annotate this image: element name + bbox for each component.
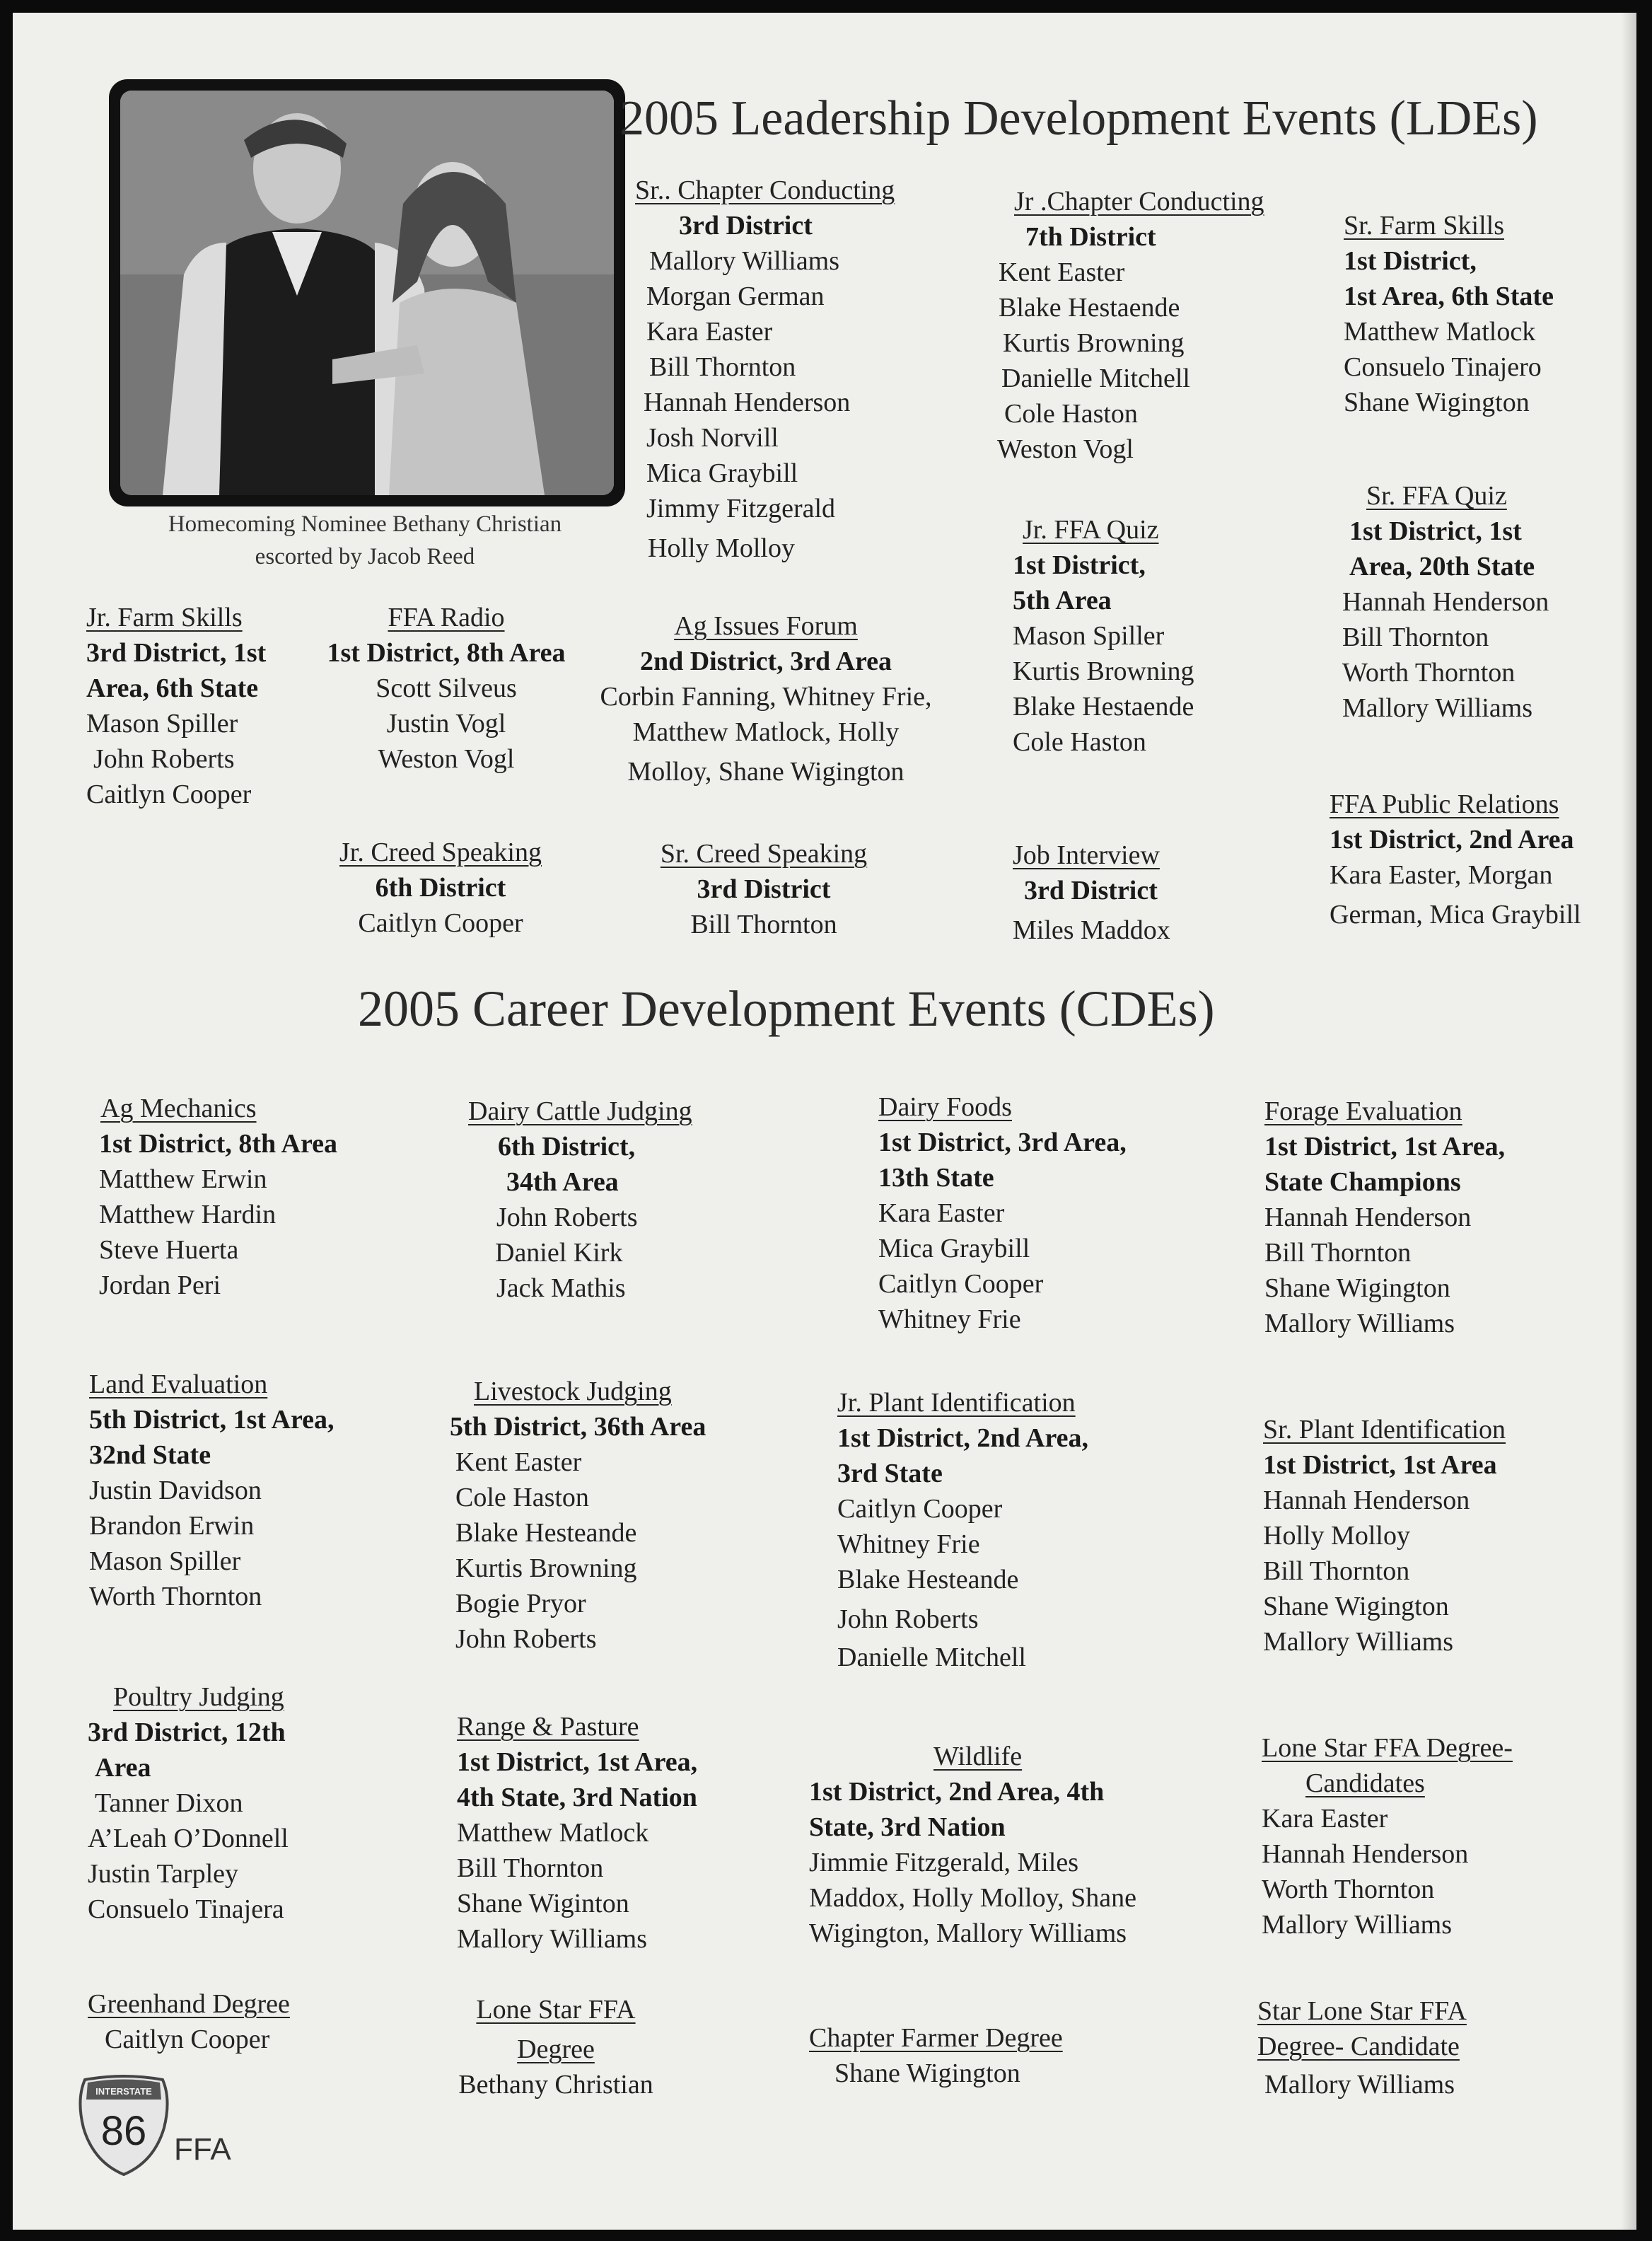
member: Bethany Christian	[458, 2070, 653, 2100]
event-placing: 32nd State	[89, 1440, 211, 1470]
event-placing: 1st District, 1st	[1349, 516, 1522, 546]
member: Shane Wigington	[1263, 1592, 1449, 1621]
event-heading: Jr. Creed Speaking	[339, 838, 542, 867]
event-placing: 1st District, 8th Area	[327, 638, 566, 668]
lde-sr-chapter-conducting	[635, 173, 895, 566]
event-placing: 6th District	[375, 873, 506, 903]
member: Bill Thornton	[690, 910, 837, 939]
event-heading: Poultry Judging	[113, 1682, 284, 1712]
event-heading: Sr. Farm Skills	[1344, 211, 1504, 241]
member: Danielle Mitchell	[837, 1643, 1026, 1672]
event-heading: Land Evaluation	[89, 1370, 268, 1399]
event-placing: State Champions	[1264, 1167, 1461, 1197]
member: Tanner Dixon	[95, 1788, 243, 1818]
event-heading-line-2: Candidates	[1305, 1768, 1425, 1798]
interstate-86-shield-logo	[78, 2071, 170, 2181]
event-placing: 3rd District	[679, 211, 813, 241]
member: Mallory Williams	[1263, 1627, 1454, 1657]
cde-greenhand-degree	[88, 1986, 290, 2057]
member: Steve Huerta	[99, 1235, 239, 1265]
member: Justin Davidson	[89, 1476, 262, 1505]
event-placing: 4th State, 3rd Nation	[457, 1783, 697, 1812]
event-placing: 5th District, 36th Area	[450, 1412, 706, 1442]
event-heading: Dairy Cattle Judging	[468, 1096, 692, 1126]
event-heading: Star Lone Star FFA	[1257, 1996, 1467, 2026]
cde-ag-mechanics	[99, 1091, 337, 1303]
member: Justin Tarpley	[88, 1859, 239, 1889]
lde-jr-farm-skills	[86, 600, 266, 812]
cde-livestock-judging	[450, 1374, 706, 1657]
cde-star-lone-star-candidate	[1257, 1993, 1467, 2102]
member: Kurtis Browning	[455, 1553, 637, 1583]
member: Bogie Pryor	[455, 1589, 586, 1618]
member: Weston Vogl	[378, 744, 515, 774]
member: Hannah Henderson	[1262, 1839, 1469, 1869]
member: Blake Hesteande	[455, 1518, 637, 1548]
member: Miles Maddox	[1013, 915, 1170, 945]
shield-icon	[78, 2071, 170, 2177]
event-placing: 1st District, 2nd Area, 4th	[809, 1777, 1105, 1807]
logo-top-text: INTERSTATE	[95, 2086, 152, 2097]
event-placing: 1st District, 3rd Area,	[878, 1128, 1127, 1157]
member: Consuelo Tinajero	[1344, 352, 1542, 382]
member: Blake Hestaende	[1013, 692, 1194, 722]
member: Consuelo Tinajera	[88, 1894, 284, 1924]
member: Weston Vogl	[997, 434, 1134, 464]
event-heading: Ag Issues Forum	[674, 611, 858, 641]
event-placing: 1st District, 8th Area	[99, 1129, 338, 1159]
event-placing: 13th State	[878, 1163, 994, 1193]
cde-chapter-farmer-degree	[809, 2020, 1063, 2091]
cde-land-evaluation	[89, 1367, 335, 1614]
member: Bill Thornton	[457, 1853, 604, 1883]
event-heading: Livestock Judging	[474, 1377, 672, 1406]
member: Matthew Matlock, Holly	[632, 717, 900, 747]
photo-people-silhouette	[120, 91, 614, 495]
member: Caitlyn Cooper	[86, 780, 252, 809]
member: Mason Spiller	[89, 1546, 241, 1576]
event-heading: Greenhand Degree	[88, 1989, 290, 2019]
member: Mason Spiller	[1013, 621, 1165, 651]
event-heading: FFA Radio	[388, 603, 505, 632]
lde-sr-creed-speaking	[636, 836, 891, 942]
event-heading: Chapter Farmer Degree	[809, 2023, 1063, 2053]
lde-ffa-radio	[308, 600, 584, 777]
lde-job-interview	[1013, 838, 1170, 948]
cde-wildlife	[809, 1739, 1136, 1951]
member: Worth Thornton	[1342, 658, 1516, 688]
member: Mallory Williams	[1264, 2070, 1455, 2100]
member: Wigington, Mallory Williams	[809, 1918, 1127, 1948]
member: Kara Easter	[1262, 1804, 1388, 1834]
event-heading: Sr. FFA Quiz	[1366, 481, 1507, 511]
member: Kent Easter	[999, 257, 1125, 287]
member: Kara Easter	[646, 317, 773, 347]
event-placing: Area	[95, 1753, 151, 1783]
cde-forage-evaluation	[1264, 1094, 1505, 1341]
event-placing: 1st District, 2nd Area,	[837, 1423, 1088, 1453]
event-placing: 34th Area	[506, 1167, 619, 1197]
event-placing: 1st District, 1st Area	[1263, 1450, 1497, 1480]
member: Maddox, Holly Molloy, Shane	[809, 1883, 1137, 1913]
lde-ffa-public-relations	[1330, 787, 1581, 932]
event-placing: 1st District,	[1013, 550, 1146, 580]
member: Whitney Frie	[878, 1304, 1021, 1334]
event-heading: Dairy Foods	[878, 1092, 1012, 1122]
member: Kurtis Browning	[1003, 328, 1185, 358]
event-heading: Jr. Farm Skills	[86, 603, 243, 632]
photo-caption	[96, 508, 634, 573]
member: Danielle Mitchell	[1001, 364, 1190, 393]
event-heading: Forage Evaluation	[1264, 1096, 1462, 1126]
member: Cole Haston	[455, 1483, 589, 1512]
member: Kara Easter	[878, 1198, 1005, 1228]
member: Caitlyn Cooper	[105, 2025, 270, 2054]
homecoming-photo	[109, 79, 625, 506]
lde-ag-issues-forum	[571, 608, 960, 789]
event-placing: 1st District,	[1344, 246, 1477, 276]
member: Cole Haston	[1004, 399, 1138, 429]
member: Jack Mathis	[496, 1273, 626, 1303]
member: John Roberts	[837, 1604, 979, 1634]
lde-title: 2005 Leadership Development Events (LDEs)	[620, 91, 1538, 146]
cde-poultry-judging	[88, 1679, 289, 1927]
lde-jr-ffa-quiz	[1013, 512, 1194, 760]
member: Blake Hestaende	[999, 293, 1180, 323]
cde-lone-star-degree-candidates	[1262, 1730, 1513, 1942]
member: Hannah Henderson	[1263, 1486, 1470, 1515]
member: Morgan German	[646, 282, 825, 311]
event-placing: State, 3rd Nation	[809, 1812, 1006, 1842]
event-heading: Sr.. Chapter Conducting	[635, 175, 895, 205]
event-placing: 3rd District, 12th	[88, 1718, 286, 1747]
event-heading: Sr. Plant Identification	[1263, 1415, 1506, 1444]
member: Caitlyn Cooper	[837, 1494, 1003, 1524]
event-heading: Job Interview	[1013, 840, 1160, 870]
member: Jordan Peri	[99, 1270, 221, 1300]
event-placing: 1st Area, 6th State	[1344, 282, 1554, 311]
event-heading: Lone Star FFA	[476, 1995, 636, 2025]
event-placing: 1st District, 1st Area,	[457, 1747, 698, 1777]
member: Shane Wiginton	[457, 1889, 629, 1918]
event-heading: Jr. FFA Quiz	[1023, 515, 1159, 545]
lde-jr-chapter-conducting	[997, 184, 1264, 467]
member: John Roberts	[455, 1624, 597, 1654]
member: Shane Wigington	[1264, 1273, 1450, 1303]
cde-range-pasture	[457, 1709, 697, 1957]
member: Holly Molloy	[1263, 1521, 1410, 1551]
member: Mica Graybill	[646, 458, 798, 488]
member: Bill Thornton	[1263, 1556, 1410, 1586]
logo-number: 86	[100, 2108, 147, 2154]
member: Hannah Henderson	[1264, 1203, 1472, 1232]
cde-lone-star-ffa-degree	[436, 1992, 676, 2102]
member: Kara Easter, Morgan	[1330, 860, 1553, 890]
member: Blake Hesteande	[837, 1565, 1019, 1594]
member: John Roberts	[93, 744, 235, 774]
member: Bill Thornton	[649, 352, 796, 382]
event-placing: Area, 6th State	[86, 673, 259, 703]
member: Mallory Williams	[1342, 693, 1533, 723]
member: Matthew Erwin	[99, 1164, 267, 1194]
member: Holly Molloy	[648, 533, 795, 563]
event-placing: 3rd District	[697, 874, 831, 904]
member: Caitlyn Cooper	[358, 908, 523, 938]
member: Kurtis Browning	[1013, 656, 1194, 686]
caption-line-2: escorted by Jacob Reed	[255, 544, 475, 569]
member: Scott Silveus	[376, 673, 517, 703]
cde-dairy-foods	[878, 1089, 1127, 1337]
member: Whitney Frie	[837, 1529, 980, 1559]
event-heading: Jr .Chapter Conducting	[1014, 187, 1264, 216]
member: Worth Thornton	[89, 1582, 262, 1611]
event-heading-line-2: Degree- Candidate	[1257, 2032, 1460, 2061]
member: Jimmy Fitzgerald	[646, 494, 836, 523]
member: Mallory Williams	[1264, 1309, 1455, 1338]
member: Brandon Erwin	[89, 1511, 255, 1541]
lde-jr-creed-speaking	[310, 835, 571, 941]
lde-sr-farm-skills	[1344, 208, 1554, 420]
member: Mason Spiller	[86, 709, 238, 739]
member: Bill Thornton	[1342, 622, 1489, 652]
member: A’Leah O’Donnell	[88, 1824, 289, 1853]
member: Kent Easter	[455, 1447, 582, 1477]
event-heading: FFA Public Relations	[1330, 789, 1559, 819]
cde-jr-plant-identification	[837, 1385, 1088, 1675]
member: Corbin Fanning, Whitney Frie,	[600, 682, 932, 712]
event-heading: Jr. Plant Identification	[837, 1388, 1076, 1418]
cde-sr-plant-identification	[1263, 1412, 1506, 1660]
event-placing: 1st District, 1st Area,	[1264, 1132, 1506, 1162]
event-heading: Wildlife	[933, 1742, 1023, 1771]
member: Worth Thornton	[1262, 1875, 1435, 1904]
member: Josh Norvill	[646, 423, 779, 453]
member: Caitlyn Cooper	[878, 1269, 1044, 1299]
cde-title: 2005 Career Development Events (CDEs)	[358, 980, 1215, 1037]
member: Matthew Matlock	[457, 1818, 649, 1848]
member: Cole Haston	[1013, 727, 1146, 757]
member: Molloy, Shane Wigington	[627, 757, 904, 787]
footer-ffa-label: FFA	[174, 2132, 231, 2167]
member: Hannah Henderson	[644, 388, 851, 417]
member: Bill Thornton	[1264, 1238, 1412, 1268]
member: Daniel Kirk	[495, 1238, 623, 1268]
member: Shane Wigington	[834, 2058, 1020, 2088]
event-heading-line-2: Degree	[517, 2034, 595, 2064]
event-placing: Area, 20th State	[1349, 552, 1535, 581]
member: Shane Wigington	[1344, 388, 1530, 417]
member: Jimmie Fitzgerald, Miles	[809, 1848, 1079, 1877]
event-placing: 3rd District	[1024, 876, 1158, 905]
member: Justin Vogl	[386, 709, 506, 739]
event-placing: 5th District, 1st Area,	[89, 1405, 335, 1435]
member: German, Mica Graybill	[1330, 900, 1581, 930]
member: Mallory Williams	[457, 1924, 648, 1954]
member: Mallory Williams	[649, 246, 840, 276]
event-placing: 3rd State	[837, 1459, 943, 1488]
member: Hannah Henderson	[1342, 587, 1549, 617]
event-placing: 2nd District, 3rd Area	[639, 647, 892, 676]
event-heading: Sr. Creed Speaking	[660, 839, 868, 869]
event-placing: 6th District,	[498, 1132, 636, 1162]
event-heading: Lone Star FFA Degree-	[1262, 1733, 1513, 1763]
member: John Roberts	[496, 1203, 638, 1232]
member: Matthew Hardin	[99, 1200, 277, 1229]
page-edge-shadow	[1621, 13, 1636, 2230]
event-placing: 3rd District, 1st	[86, 638, 267, 668]
photo-image	[120, 91, 614, 495]
event-placing: 5th Area	[1013, 586, 1112, 615]
member: Mallory Williams	[1262, 1910, 1453, 1940]
member: Matthew Matlock	[1344, 317, 1536, 347]
caption-line-1: Homecoming Nominee Bethany Christian	[168, 511, 562, 537]
event-heading: Range & Pasture	[457, 1712, 639, 1742]
event-placing: 7th District	[1025, 222, 1156, 252]
event-placing: 1st District, 2nd Area	[1330, 825, 1574, 855]
cde-dairy-cattle-judging	[468, 1094, 692, 1306]
event-heading: Ag Mechanics	[100, 1094, 257, 1123]
lde-sr-ffa-quiz	[1342, 478, 1549, 726]
yearbook-page	[13, 13, 1636, 2230]
member: Mica Graybill	[878, 1234, 1030, 1263]
